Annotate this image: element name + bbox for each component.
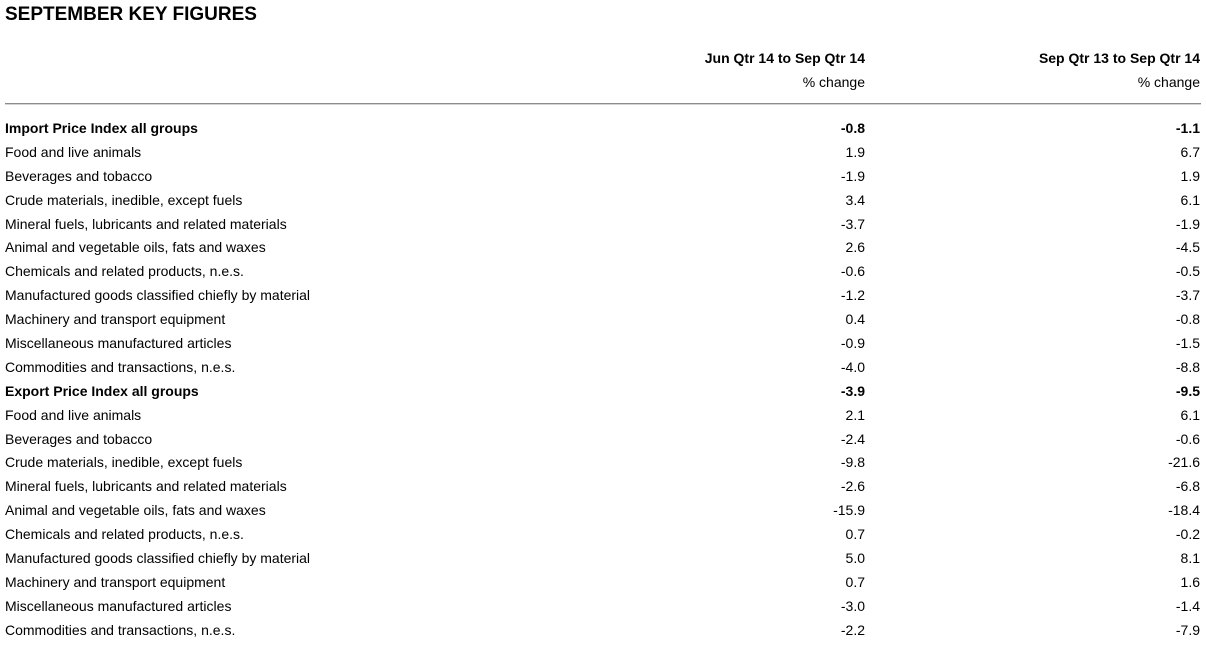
quarterly-change-value: -9.8 (840, 454, 865, 471)
quarterly-change-value: 3.4 (845, 191, 865, 208)
column-header-period: Sep Qtr 13 to Sep Qtr 14 (1038, 50, 1200, 66)
table-row (5, 595, 1201, 619)
annual-change-value: -4.5 (1175, 239, 1200, 256)
annual-change-value: -6.8 (1175, 478, 1200, 495)
row-label: Miscellaneous manufactured articles (5, 335, 232, 352)
row-label: Animal and vegetable oils, fats and waxes (5, 502, 266, 519)
table-row (5, 571, 1201, 595)
quarterly-change-value: 0.4 (845, 311, 865, 328)
key-figures-table (5, 117, 1201, 643)
annual-change-value: -3.7 (1175, 287, 1200, 304)
quarterly-change-value: 5.0 (845, 550, 865, 567)
row-label: Machinery and transport equipment (5, 311, 226, 328)
annual-change-value: 6.7 (1180, 143, 1200, 160)
quarterly-change-value: 0.7 (845, 573, 865, 590)
annual-change-value: 6.1 (1180, 406, 1200, 423)
table-row (5, 356, 1201, 380)
row-label: Crude materials, inedible, except fuels (5, 191, 243, 208)
annual-change-value: -21.6 (1168, 454, 1200, 471)
annual-change-value: -0.5 (1175, 263, 1200, 280)
quarterly-change-value: -1.9 (840, 167, 865, 184)
row-label: Beverages and tobacco (5, 430, 153, 447)
table-row (5, 499, 1201, 523)
column-header-unit: % change (802, 74, 865, 90)
quarterly-change-value: -2.6 (840, 478, 865, 495)
row-label: Mineral fuels, lubricants and related materials (5, 478, 287, 495)
quarterly-change-value: 1.9 (845, 143, 865, 160)
annual-change-value: 6.1 (1180, 191, 1200, 208)
row-label: Machinery and transport equipment (5, 573, 226, 590)
quarterly-change-value: -3.7 (840, 215, 865, 232)
row-label: Animal and vegetable oils, fats and waxes (5, 239, 266, 256)
row-label: Export Price Index all groups (5, 382, 199, 399)
annual-change-value: -0.8 (1175, 311, 1200, 328)
table-row (5, 165, 1201, 189)
quarterly-change-value: -2.4 (840, 430, 865, 447)
quarterly-change-value: -0.9 (840, 335, 865, 352)
column-header-annual (1039, 49, 1200, 93)
table-row (5, 547, 1201, 571)
table-row-total (5, 380, 1201, 404)
table-row (5, 404, 1201, 428)
annual-change-value: 1.9 (1180, 167, 1200, 184)
table-row (5, 523, 1201, 547)
column-header-unit: % change (1137, 74, 1200, 90)
annual-change-value: -1.5 (1175, 335, 1200, 352)
table-row-total (5, 117, 1201, 141)
row-label: Chemicals and related products, n.e.s. (5, 526, 244, 543)
row-label: Manufactured goods classified chiefly by material (5, 287, 311, 304)
table-row (5, 308, 1201, 332)
quarterly-change-value: -1.2 (840, 287, 865, 304)
row-label: Beverages and tobacco (5, 167, 153, 184)
annual-change-value: -7.9 (1175, 621, 1200, 638)
quarterly-change-value: -15.9 (833, 502, 865, 519)
column-header-quarterly (705, 49, 865, 93)
table-row (5, 428, 1201, 452)
annual-change-value: -1.1 (1175, 120, 1200, 136)
annual-change-value: -18.4 (1168, 502, 1200, 519)
quarterly-change-value: 2.1 (845, 406, 865, 423)
quarterly-change-value: -0.6 (840, 263, 865, 280)
annual-change-value: -1.4 (1175, 597, 1200, 614)
table-row (5, 189, 1201, 213)
row-label: Miscellaneous manufactured articles (5, 597, 232, 614)
table-row (5, 213, 1201, 237)
quarterly-change-value: -4.0 (840, 358, 865, 375)
header-divider (5, 103, 1201, 105)
row-label: Food and live animals (5, 143, 142, 160)
quarterly-change-value: -0.8 (840, 120, 865, 136)
row-label: Import Price Index all groups (5, 120, 198, 136)
annual-change-value: 1.6 (1180, 573, 1200, 590)
annual-change-value: -1.9 (1175, 215, 1200, 232)
annual-change-value: -8.8 (1175, 358, 1200, 375)
table-row (5, 260, 1201, 284)
table-row (5, 332, 1201, 356)
annual-change-value: 8.1 (1180, 550, 1200, 567)
row-label: Chemicals and related products, n.e.s. (5, 263, 244, 280)
row-label: Mineral fuels, lubricants and related materials (5, 215, 287, 232)
row-label: Manufactured goods classified chiefly by material (5, 550, 311, 567)
quarterly-change-value: 0.7 (845, 526, 865, 543)
table-row (5, 451, 1201, 475)
table-row (5, 141, 1201, 165)
annual-change-value: -0.6 (1175, 430, 1200, 447)
page-title: SEPTEMBER KEY FIGURES (5, 4, 257, 25)
quarterly-change-value: -3.0 (840, 597, 865, 614)
annual-change-value: -9.5 (1175, 382, 1200, 399)
row-label: Commodities and transactions, n.e.s. (5, 621, 236, 638)
column-header-period: Jun Qtr 14 to Sep Qtr 14 (704, 50, 865, 66)
row-label: Commodities and transactions, n.e.s. (5, 358, 236, 375)
table-row (5, 475, 1201, 499)
table-row (5, 236, 1201, 260)
quarterly-change-value: 2.6 (845, 239, 865, 256)
table-row (5, 284, 1201, 308)
table-row (5, 619, 1201, 643)
row-label: Crude materials, inedible, except fuels (5, 454, 243, 471)
quarterly-change-value: -3.9 (840, 382, 865, 399)
annual-change-value: -0.2 (1175, 526, 1200, 543)
row-label: Food and live animals (5, 406, 142, 423)
quarterly-change-value: -2.2 (840, 621, 865, 638)
